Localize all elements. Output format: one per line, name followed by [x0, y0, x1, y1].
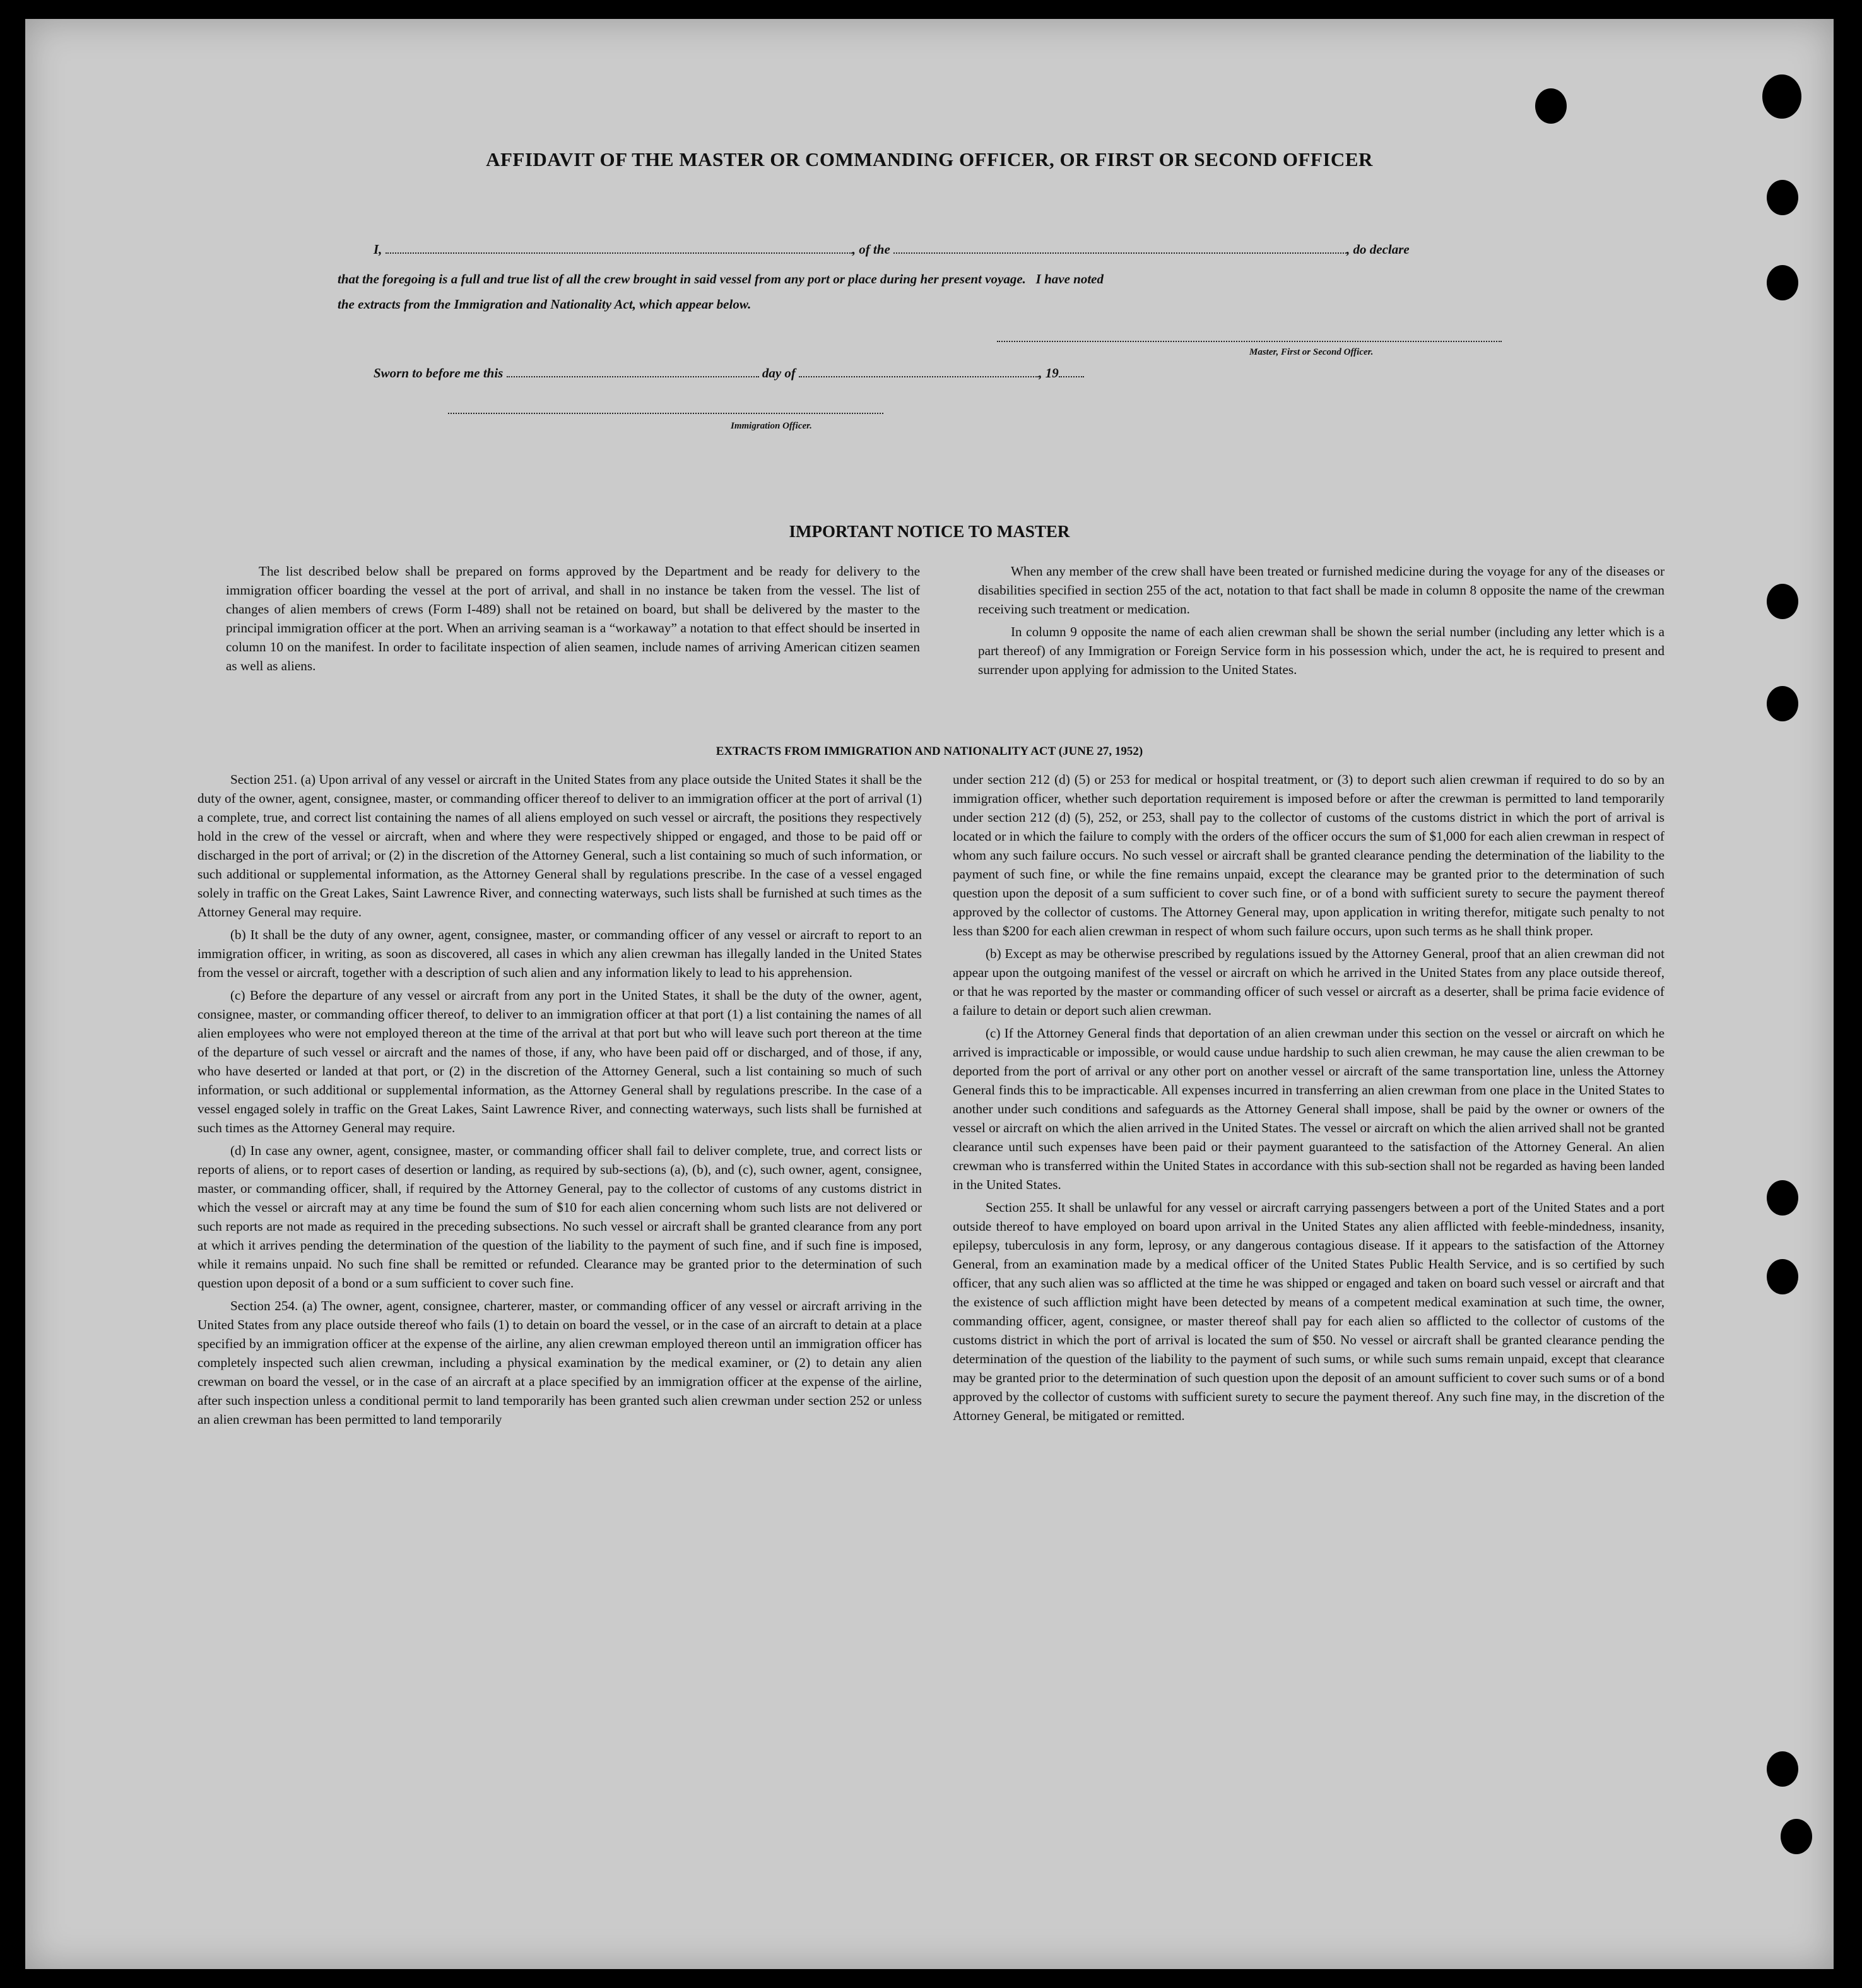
notice-right-paragraph-1: When any member of the crew shall have been treated or furnished medicine during the voyage for any of the diseases or disabilities specified in section 255 of the act, notation to that fact shall be made in column 8 opposite the name of the crewman receiving such treatment or medication.: [978, 564, 1665, 617]
punch-hole: [1767, 584, 1798, 619]
affidavit-line-3: the extracts from the Immigration and Nationality Act, which appear below.: [338, 297, 751, 312]
extracts-title: EXTRACTS FROM IMMIGRATION AND NATIONALITY ACT (JUNE 27, 1952): [716, 745, 1143, 758]
punch-hole: [1767, 1259, 1798, 1294]
section-251b: (b) It shall be the duty of any owner, agent, consignee, master, or commanding officer of any vessel or aircraft to report to an immigration officer, in writing, as soon as discovered, all cases in which any alien crewman has illegally landed in the United States from the vessel or aircraft, together with a description of such alien and any information likely to lead to his apprehension.: [197, 927, 922, 980]
section-254a-continued: under section 212 (d) (5) or 253 for medical or hospital treatment, or (3) to deport such alien crewman if required to do so by an immigration officer, whether such deportation requirement is imposed before or after the crewman is permitted to land temporarily under section 212 (d) (5), 252, or 253, shall pay to the collector of customs of the customs district in which the port of arrival is located or in which the failure to comply with the orders of the officer occurs the sum of $1,000 for each alien crewman in respect of whom any such failure occurs. No such vessel or aircraft shall be granted clearance pending the determination of the liability to the payment of such fine, or while the fine remains unpaid, except the clearance may be granted prior to the determination of such question upon the deposit of a sum sufficient to cover such fine, or of a bond with sufficient surety to secure the payment thereof approved by the collector of customs. The Attorney General may, upon application in writing therefor, mitigate such penalty to not less than $200 for each alien crewman in respect of whom such failure occurs, upon such terms as he shall think proper.: [953, 772, 1665, 938]
notice-title: IMPORTANT NOTICE TO MASTER: [789, 522, 1070, 541]
extracts-left-column: [197, 770, 922, 1433]
section-251a: Section 251. (a) Upon arrival of any vessel or aircraft in the United States from any place outside the United States it shall be the duty of the owner, agent, consignee, master, or commanding officer thereof to deliver to an immigration officer at the port of arrival (1) a complete, true, and correct list containing the names of all aliens employed on such vessel or aircraft, the positions they respectively hold in the crew of the vessel or aircraft, when and where they were respectively shipped or engaged, and those to be paid off or discharged in the port of arrival; or (2) in the discretion of the Attorney General, such a list containing so much of such information, or such additional or supplemental information, as the Attorney General shall by regulations prescribe. In the case of a vessel engaged solely in traffic on the Great Lakes, Saint Lawrence River, and connecting waterways, such lists shall be furnished at such times as the Attorney General may require.: [197, 772, 922, 920]
year-label: , 19: [1039, 365, 1059, 381]
immigration-officer-signature-line[interactable]: [448, 413, 883, 414]
of-the-label: , of the: [852, 242, 890, 257]
punch-hole: [1535, 88, 1567, 124]
extracts-right-column: [953, 770, 1665, 1429]
vessel-blank[interactable]: [893, 241, 1346, 254]
punch-hole: [1767, 1180, 1798, 1216]
master-signature-label: Master, First or Second Officer.: [1249, 347, 1374, 357]
do-declare-label: , do declare: [1346, 242, 1410, 257]
affidavit-title: AFFIDAVIT OF THE MASTER OR COMMANDING OFFICER, OR FIRST OR SECOND OFFICER: [486, 148, 1373, 170]
punch-hole: [1767, 1751, 1798, 1787]
section-254c: (c) If the Attorney General finds that deportation of an alien crewman under this section on the vessel or aircraft on which he arrived is impracticable or impossible, or would cause undue hardship to such alien crewman, he may cause the alien crewman to be deported from the port of arrival or any other port on another vessel or aircraft of the same transportation line, unless the Attorney General finds this to be impracticable. All expenses incurred in transferring an alien crewman from one place in the United States to another under such conditions and safeguards as the Attorney General shall impose, shall be paid by the owner or owners of the vessel or aircraft on which the alien arrived in the United States. The vessel or aircraft on which the alien arrived shall not be granted clearance until such expenses have been paid or their payment guaranteed to the satisfaction of the Attorney General. An alien crewman who is transferred within the United States in accordance with this sub-section shall not be regarded as having been landed in the United States.: [953, 1026, 1665, 1192]
master-signature-line[interactable]: [997, 341, 1502, 342]
sworn-year-blank[interactable]: [1059, 365, 1084, 377]
punch-hole: [1781, 1819, 1812, 1854]
sworn-day-blank[interactable]: [507, 365, 759, 377]
notice-left-paragraph: The list described below shall be prepared on forms approved by the Department and be ready for delivery to the immigration officer boarding the vessel at the port of arrival, and shall in no instance be taken from the vessel. The list of changes of alien members of crews (Form I-489) shall not be retained on board, but shall be delivered by the master to the principal immigration officer at the port. When an arriving seaman is a “workaway” a notation to that effect should be inserted in column 10 on the manifest. In order to facilitate inspection of alien seamen, include names of arriving American citizen seamen as well as aliens.: [226, 564, 920, 673]
punch-hole: [1762, 74, 1801, 119]
form-page: [25, 19, 1834, 1969]
name-blank[interactable]: [386, 241, 852, 254]
day-of-label: day of: [762, 365, 796, 381]
sworn-month-blank[interactable]: [799, 365, 1039, 377]
immigration-officer-label: Immigration Officer.: [731, 421, 812, 431]
sworn-label: Sworn to before me this: [374, 365, 504, 381]
notice-left-column: [226, 562, 920, 679]
section-254b: (b) Except as may be otherwise prescribed by regulations issued by the Attorney General, proof that an alien crewman did not appear upon the outgoing manifest of the vessel or aircraft on which he arrived in the United States from any place outside thereof, or that he was reported by the master or commanding officer of such vessel or aircraft as a deserter, shall be prima facie evidence of a failure to detain or deport such alien crewman.: [953, 946, 1665, 1018]
notice-right-paragraph-2: In column 9 opposite the name of each alien crewman shall be shown the serial number (including any letter which is a part thereof) of any Immigration or Foreign Service form in his possession which, under the act, he is required to present and surrender upon applying for admission to the United States.: [978, 624, 1665, 677]
sworn-line: [374, 365, 1257, 381]
section-255: Section 255. It shall be unlawful for any vessel or aircraft carrying passengers between a port of the United States and a port outside thereof to have employed on board upon arrival in the United States any alien afflicted with feeble-mindedness, insanity, epilepsy, tuberculosis in any form, leprosy, or any dangerous contagious disease. If it appears to the satisfaction of the Attorney General, from an examination made by a medical officer of the United States Public Health Service, and is so certified by such officer, that any such alien was so afflicted at the time he was shipped or engaged and taken on board such vessel or aircraft and that the existence of such affliction might have been detected by means of a competent medical examination at such time, the owner, commanding officer, agent, consignee, or master thereof shall pay for each alien so afflicted to the collector of customs of the customs district in which the port of arrival is located the sum of $50. No vessel or aircraft shall be granted clearance pending the determination of the question of the liability to the payment of such sums, or while such sums remain unpaid, except that clearance may be granted prior to the determination of such question upon the deposit of an amount sufficient to cover such sums or of a bond approved by the collector of customs with sufficient surety to secure the payment thereof. Any such fine may, in the discretion of the Attorney General, be mitigated or remitted.: [953, 1200, 1665, 1423]
notice-right-column: [978, 562, 1665, 683]
affidavit-line-2: that the foregoing is a full and true list of all the crew brought in said vessel from any port or place during her present voyage. I have noted: [338, 271, 1104, 287]
affidavit-declaration-line: [374, 241, 1509, 257]
section-251d: (d) In case any owner, agent, consignee, master, or commanding officer shall fail to deliver complete, true, and correct lists or reports of aliens, or to report cases of desertion or landing, as required by sub-sections (a), (b), and (c), such owner, agent, consignee, master, or commanding officer, shall, if required by the Attorney General, pay to the collector of customs of any customs district in which the vessel or aircraft may at any time be found the sum of $10 for each alien concerning whom such lists are not delivered or such reports are not made as required in the preceding subsections. No such vessel or aircraft shall be granted clearance from any port at which it arrives pending the determination of the question of the liability to the payment of such fine, and if such fine is imposed, while it remains unpaid. No such fine shall be remitted or refunded. Clearance may be granted prior to the determination of such question upon deposit of a bond or a sum sufficient to cover such fine.: [197, 1143, 922, 1291]
affidavit-i-label: I,: [374, 242, 382, 257]
punch-hole: [1767, 686, 1798, 721]
section-254a: Section 254. (a) The owner, agent, consignee, charterer, master, or commanding officer of any vessel or aircraft arriving in the United States from any place outside thereof who fails (1) to detain on board the vessel, or in the case of an aircraft to detain at a place specified by an immigration officer at the expense of the airline, any alien crewman employed thereon until an immigration officer has completely inspected such alien crewman, including a physical examination by the medical examiner, or (2) to detain any alien crewman on board the vessel, or in the case of an aircraft at a place specified by an immigration officer at the expense of the airline, after such inspection unless a conditional permit to land temporarily has been granted such alien crewman under section 252 or unless an alien crewman has been permitted to land temporarily: [197, 1298, 922, 1427]
punch-hole: [1767, 180, 1798, 215]
punch-hole: [1767, 265, 1798, 300]
section-251c: (c) Before the departure of any vessel or aircraft from any port in the United States, it shall be the duty of the owner, agent, consignee, master, or commanding officer thereof, to deliver to an immigration officer at that port (1) a list containing the names of all alien employees who were not employed thereon at the time of the arrival at that port but who will leave such port thereon at the time of the departure of such vessel or aircraft and the names of those, if any, who have been paid off or discharged, and of those, if any, who have deserted or landed at that port, or (2) in the discretion of the Attorney General, such a list containing so much of such information, or such additional or supplemental information, as the Attorney General shall by regulations prescribe. In the case of a vessel engaged solely in traffic on the Great Lakes, Saint Lawrence River, and connecting waterways, such lists shall be furnished at such times as the Attorney General may require.: [197, 988, 922, 1135]
